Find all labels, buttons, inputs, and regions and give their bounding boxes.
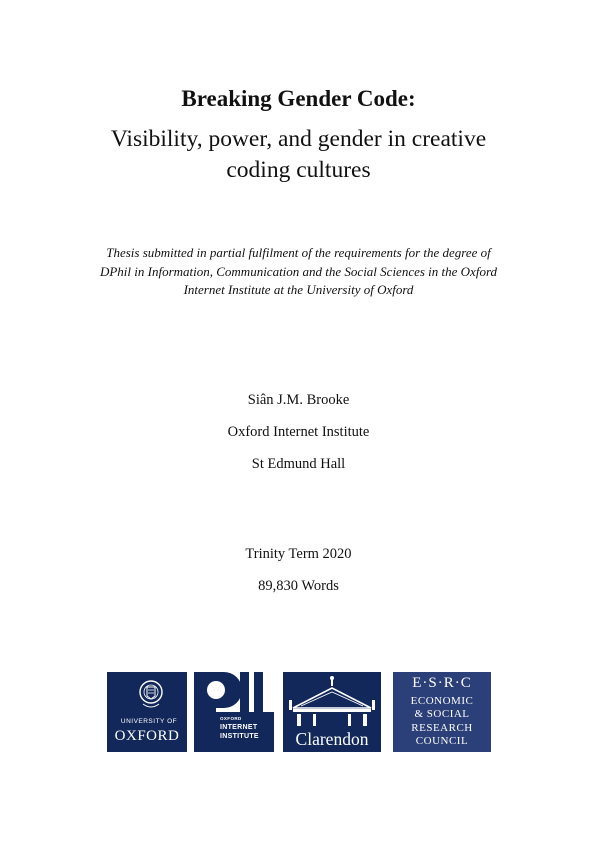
- oii-logo-line2: INTERNET: [220, 724, 258, 731]
- esrc-logo-line2: & SOCIAL: [414, 708, 470, 720]
- oii-logo-line1: OXFORD: [220, 716, 242, 721]
- clarendon-building-icon: [283, 672, 381, 732]
- author-name: Siân J.M. Brooke: [247, 392, 350, 408]
- oii-logo-line3: INSTITUTE: [220, 733, 259, 740]
- thesis-title: Breaking Gender Code:: [181, 86, 416, 111]
- esrc-logo: [393, 672, 491, 752]
- oxford-logo: [107, 672, 187, 752]
- oxford-logo-line2: OXFORD: [114, 728, 180, 744]
- statement-line: Internet Institute at the University of Oxford: [183, 282, 414, 297]
- clarendon-logo: [283, 672, 381, 752]
- thesis-subtitle: [0, 124, 597, 186]
- esrc-logo-line1: ECONOMIC: [410, 695, 474, 707]
- institute-name: Oxford Internet Institute: [227, 424, 370, 440]
- word-count: 89,830 Words: [258, 578, 339, 594]
- esrc-logo-abbr: E·S·R·C: [412, 675, 472, 691]
- clarendon-logo-name: Clarendon: [295, 729, 369, 749]
- subtitle-line: Visibility, power, and gender in creative: [110, 126, 487, 152]
- college-name: St Edmund Hall: [251, 456, 346, 472]
- statement-line: Thesis submitted in partial fulfilment of the requirements for the degree of: [106, 245, 491, 260]
- esrc-logo-line4: COUNCIL: [415, 735, 469, 747]
- subtitle-line: coding cultures: [226, 157, 371, 183]
- statement-line: DPhil in Information, Communication and the Social Sciences in the Oxford: [99, 263, 498, 279]
- oxford-crest-icon: [137, 678, 165, 714]
- oxford-logo-line1: UNIVERSITY OF: [120, 718, 178, 725]
- oii-mark-icon: [194, 672, 274, 752]
- esrc-logo-line3: RESEARCH: [411, 722, 473, 734]
- submission-statement: [0, 244, 597, 300]
- oii-logo: [194, 672, 274, 752]
- term: Trinity Term 2020: [245, 546, 352, 562]
